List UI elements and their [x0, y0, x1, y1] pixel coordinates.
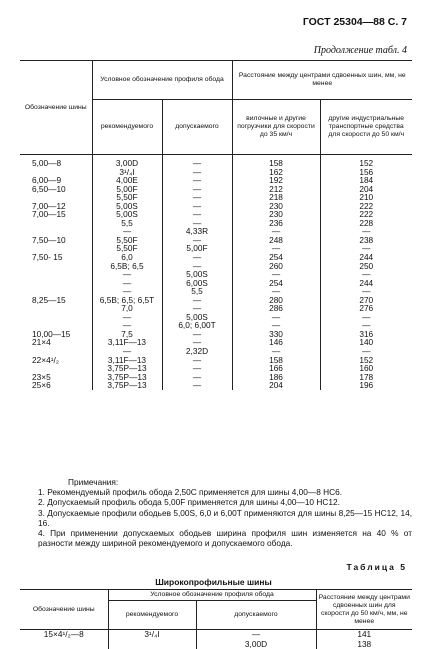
table-cell: —	[162, 356, 232, 365]
table-cell: —	[320, 287, 412, 296]
table-row	[20, 244, 412, 253]
table-cell: —	[162, 176, 232, 185]
table-cell: 316	[320, 330, 412, 339]
header-distance-group: Расстояние между центрами сдвоенных шин, мм, не менее	[232, 61, 412, 100]
table-cell: 141	[316, 630, 412, 640]
header-profile-group: Условное обозначение профиля обода	[92, 61, 232, 100]
table-cell: 3,00D	[92, 159, 162, 168]
table-cell	[20, 219, 92, 228]
table-cell: 6,0; 6,00T	[162, 321, 232, 330]
table-cell: —	[92, 321, 162, 330]
table-cell: 158	[232, 159, 320, 168]
table-cell: 3,00D	[196, 640, 316, 649]
table-cell: 184	[320, 176, 412, 185]
table-cell: 238	[320, 236, 412, 245]
table-row	[20, 219, 412, 228]
table-cell: 156	[320, 168, 412, 177]
table-cell: 5,50F	[92, 236, 162, 245]
table-cell: 5,00S	[92, 210, 162, 219]
table-cell: 192	[232, 176, 320, 185]
table-cell: 152	[320, 159, 412, 168]
table-cell: —	[320, 270, 412, 279]
table-cell: —	[162, 373, 232, 382]
table-cell: 222	[320, 202, 412, 211]
table-5	[20, 589, 412, 649]
notes-title: Примечания:	[20, 477, 412, 487]
table-cell: —	[320, 227, 412, 236]
table-cell: 23×5	[20, 373, 92, 382]
table-cell: 254	[232, 253, 320, 262]
table-row	[20, 176, 412, 185]
table-cell: 5,50F	[92, 244, 162, 253]
table-cell	[20, 279, 92, 288]
table-cell: 330	[232, 330, 320, 339]
table-5-body	[20, 630, 412, 649]
table-cell: 230	[232, 202, 320, 211]
table-cell: 6,50—10	[20, 185, 92, 194]
table-cell: 10,00—15	[20, 330, 92, 339]
table-row	[20, 227, 412, 236]
table-row	[20, 296, 412, 305]
table-cell: 286	[232, 304, 320, 313]
table-cell: 222	[320, 210, 412, 219]
table-cell: 3,75P—13	[92, 373, 162, 382]
table-row	[20, 202, 412, 211]
table-cell: 254	[232, 279, 320, 288]
header-recommended: рекомендуемого	[92, 100, 162, 155]
table-cell: 5,00F	[162, 244, 232, 253]
table-cell: 160	[320, 364, 412, 373]
table-cell	[20, 270, 92, 279]
table-cell: —	[92, 347, 162, 356]
table-cell: —	[162, 193, 232, 202]
table-cell: 276	[320, 304, 412, 313]
table-cell: —	[162, 202, 232, 211]
table-row	[20, 270, 412, 279]
table-cell: 6,00—9	[20, 176, 92, 185]
table-cell: —	[320, 347, 412, 356]
table-cell: —	[320, 244, 412, 253]
t5-header-distance: Расстояние между центрами сдвоенных шин для скорости до 50 км/ч, мм, не менее	[316, 590, 412, 630]
table-cell: 7,5	[92, 330, 162, 339]
table-cell: 218	[232, 193, 320, 202]
table-row	[20, 338, 412, 347]
table-cell: 260	[232, 262, 320, 271]
table-cell: 3,11F—13	[92, 356, 162, 365]
table-row	[20, 313, 412, 322]
table-cell	[108, 640, 196, 649]
table-cell: 21×4	[20, 338, 92, 347]
note-1: 1. Рекомендуемый профиль обода 2,50С применяется для шины 4,00—8 НС6.	[20, 487, 412, 497]
table-cell: —	[92, 227, 162, 236]
table-cell: 3,75P—13	[92, 381, 162, 390]
table-cell	[20, 304, 92, 313]
table-row	[20, 253, 412, 262]
table-cell: —	[162, 338, 232, 347]
table-5-title: Широкопрофильные шины	[0, 577, 427, 587]
table-4	[20, 60, 412, 390]
table-cell: —	[232, 347, 320, 356]
table-cell: 270	[320, 296, 412, 305]
table-cell: —	[92, 313, 162, 322]
table-row	[20, 630, 412, 640]
table-cell: 228	[320, 219, 412, 228]
table-cell: 236	[232, 219, 320, 228]
table-cell: —	[232, 313, 320, 322]
table-cell: 230	[232, 210, 320, 219]
table-cell: —	[162, 210, 232, 219]
note-2: 2. Допускаемый профиль обода 5,00F применяется для шины 4,00—10 НС12.	[20, 497, 412, 507]
table-cell: 212	[232, 185, 320, 194]
table-cell: —	[162, 364, 232, 373]
table-row	[20, 279, 412, 288]
table-row	[20, 640, 412, 649]
table-cell: —	[162, 304, 232, 313]
table-cell: 204	[232, 381, 320, 390]
t5-header-designation: Обозначение шины	[20, 590, 108, 630]
table-cell: —	[320, 321, 412, 330]
table-cell: 4,00E	[92, 176, 162, 185]
standard-header: ГОСТ 25304—88 С. 7	[303, 16, 407, 28]
table-continuation-label: Продолжение табл. 4	[314, 45, 407, 56]
note-4: 4. При применении допускаемых ободьев ширина профиля шин изменяется на 40 % от разности между шириной рекомендуемого и допускаемого обода.	[20, 528, 412, 548]
header-designation: Обозначение шины	[20, 61, 92, 155]
table-cell: —	[162, 381, 232, 390]
table-cell: 5,00S	[162, 313, 232, 322]
table-cell: —	[232, 227, 320, 236]
table-row	[20, 193, 412, 202]
table-cell: 6,00S	[162, 279, 232, 288]
table-cell: 152	[320, 356, 412, 365]
t5-header-permitted: допускаемого	[196, 601, 316, 630]
table-cell	[20, 262, 92, 271]
table-cell: —	[162, 262, 232, 271]
table-cell: 140	[320, 338, 412, 347]
table-row	[20, 168, 412, 177]
table-row	[20, 321, 412, 330]
table-cell	[20, 364, 92, 373]
table-cell: 3¹/₄I	[108, 630, 196, 640]
table-cell: 244	[320, 253, 412, 262]
table-row	[20, 159, 412, 168]
table-cell: 186	[232, 373, 320, 382]
table-cell: 178	[320, 373, 412, 382]
table-cell: 7,50- 15	[20, 253, 92, 262]
table-cell: 166	[232, 364, 320, 373]
table-cell: —	[196, 630, 316, 640]
table-row	[20, 185, 412, 194]
note-3: 3. Допускаемые профили ободьев 5,00S, 6,0 и 6,00T применяются для шины 8,25—15 НС12, 14, 16.	[20, 508, 412, 528]
table-row	[20, 364, 412, 373]
table-cell: 5,50F	[92, 193, 162, 202]
table-cell: —	[232, 287, 320, 296]
table-cell: 3,75P—13	[92, 364, 162, 373]
table-row	[20, 347, 412, 356]
table-cell: 4,33R	[162, 227, 232, 236]
table-cell	[20, 640, 108, 649]
table-cell: —	[92, 287, 162, 296]
table-cell: 3,11F—13	[92, 338, 162, 347]
table-cell: 6,0	[92, 253, 162, 262]
table-cell: 248	[232, 236, 320, 245]
table-cell: 25×6	[20, 381, 92, 390]
table-cell: —	[320, 313, 412, 322]
table-cell: 196	[320, 381, 412, 390]
table-row	[20, 381, 412, 390]
table-row	[20, 262, 412, 271]
table-cell: 5,5	[162, 287, 232, 296]
table-cell: 7,50—10	[20, 236, 92, 245]
table-cell: —	[92, 270, 162, 279]
header-permitted: допускаемого	[162, 100, 232, 155]
table-4-body	[20, 155, 412, 390]
table-row	[20, 330, 412, 339]
table-cell: 8,25—15	[20, 296, 92, 305]
t5-header-profile-group: Условное обозначение профиля обода	[108, 590, 316, 601]
table-cell: 5,00S	[162, 270, 232, 279]
table-cell: 138	[316, 640, 412, 649]
table-cell: 158	[232, 356, 320, 365]
table-cell: 5,00—8	[20, 159, 92, 168]
table-cell: 146	[232, 338, 320, 347]
table-cell: —	[162, 236, 232, 245]
table-cell: 6,5B; 6,5; 6,5T	[92, 296, 162, 305]
table-cell: 6,5B; 6,5	[92, 262, 162, 271]
table-cell: 162	[232, 168, 320, 177]
table-cell: 210	[320, 193, 412, 202]
table-cell: —	[232, 244, 320, 253]
table-cell: 280	[232, 296, 320, 305]
table-cell: 5,00F	[92, 185, 162, 194]
table-cell: 3¹/₄I	[92, 168, 162, 177]
table-cell: —	[92, 279, 162, 288]
table-cell: 22×4¹/₂	[20, 356, 92, 365]
table-row	[20, 373, 412, 382]
table-row	[20, 304, 412, 313]
table-cell: —	[162, 296, 232, 305]
table-cell: 250	[320, 262, 412, 271]
table-cell: 7,00—12	[20, 202, 92, 211]
table-cell: 5,00S	[92, 202, 162, 211]
table-cell: —	[162, 253, 232, 262]
notes	[20, 477, 412, 548]
table-row	[20, 287, 412, 296]
header-industrial: другие индустриальные транспортные средства для скорости до 50 км/ч	[320, 100, 412, 155]
table-cell: 5,5	[92, 219, 162, 228]
table-cell: —	[232, 270, 320, 279]
table-cell: —	[232, 321, 320, 330]
t5-header-recommended: рекомендуемого	[108, 601, 196, 630]
table-cell: 244	[320, 279, 412, 288]
table-cell: —	[162, 159, 232, 168]
table-row	[20, 356, 412, 365]
table-row	[20, 210, 412, 219]
header-trucks: вилочные и другие погрузчики для скорости до 35 км/ч	[232, 100, 320, 155]
table-cell: 7,0	[92, 304, 162, 313]
table-cell: —	[162, 219, 232, 228]
table-cell: —	[162, 168, 232, 177]
table-cell: 2,32D	[162, 347, 232, 356]
table-cell: —	[162, 330, 232, 339]
table-cell	[20, 313, 92, 322]
table-cell: —	[162, 185, 232, 194]
table-5-label: Таблица 5	[346, 562, 407, 572]
table-row	[20, 236, 412, 245]
table-cell: 15×4¹/₂—8	[20, 630, 108, 640]
table-cell: 7,00—15	[20, 210, 92, 219]
table-cell: 204	[320, 185, 412, 194]
